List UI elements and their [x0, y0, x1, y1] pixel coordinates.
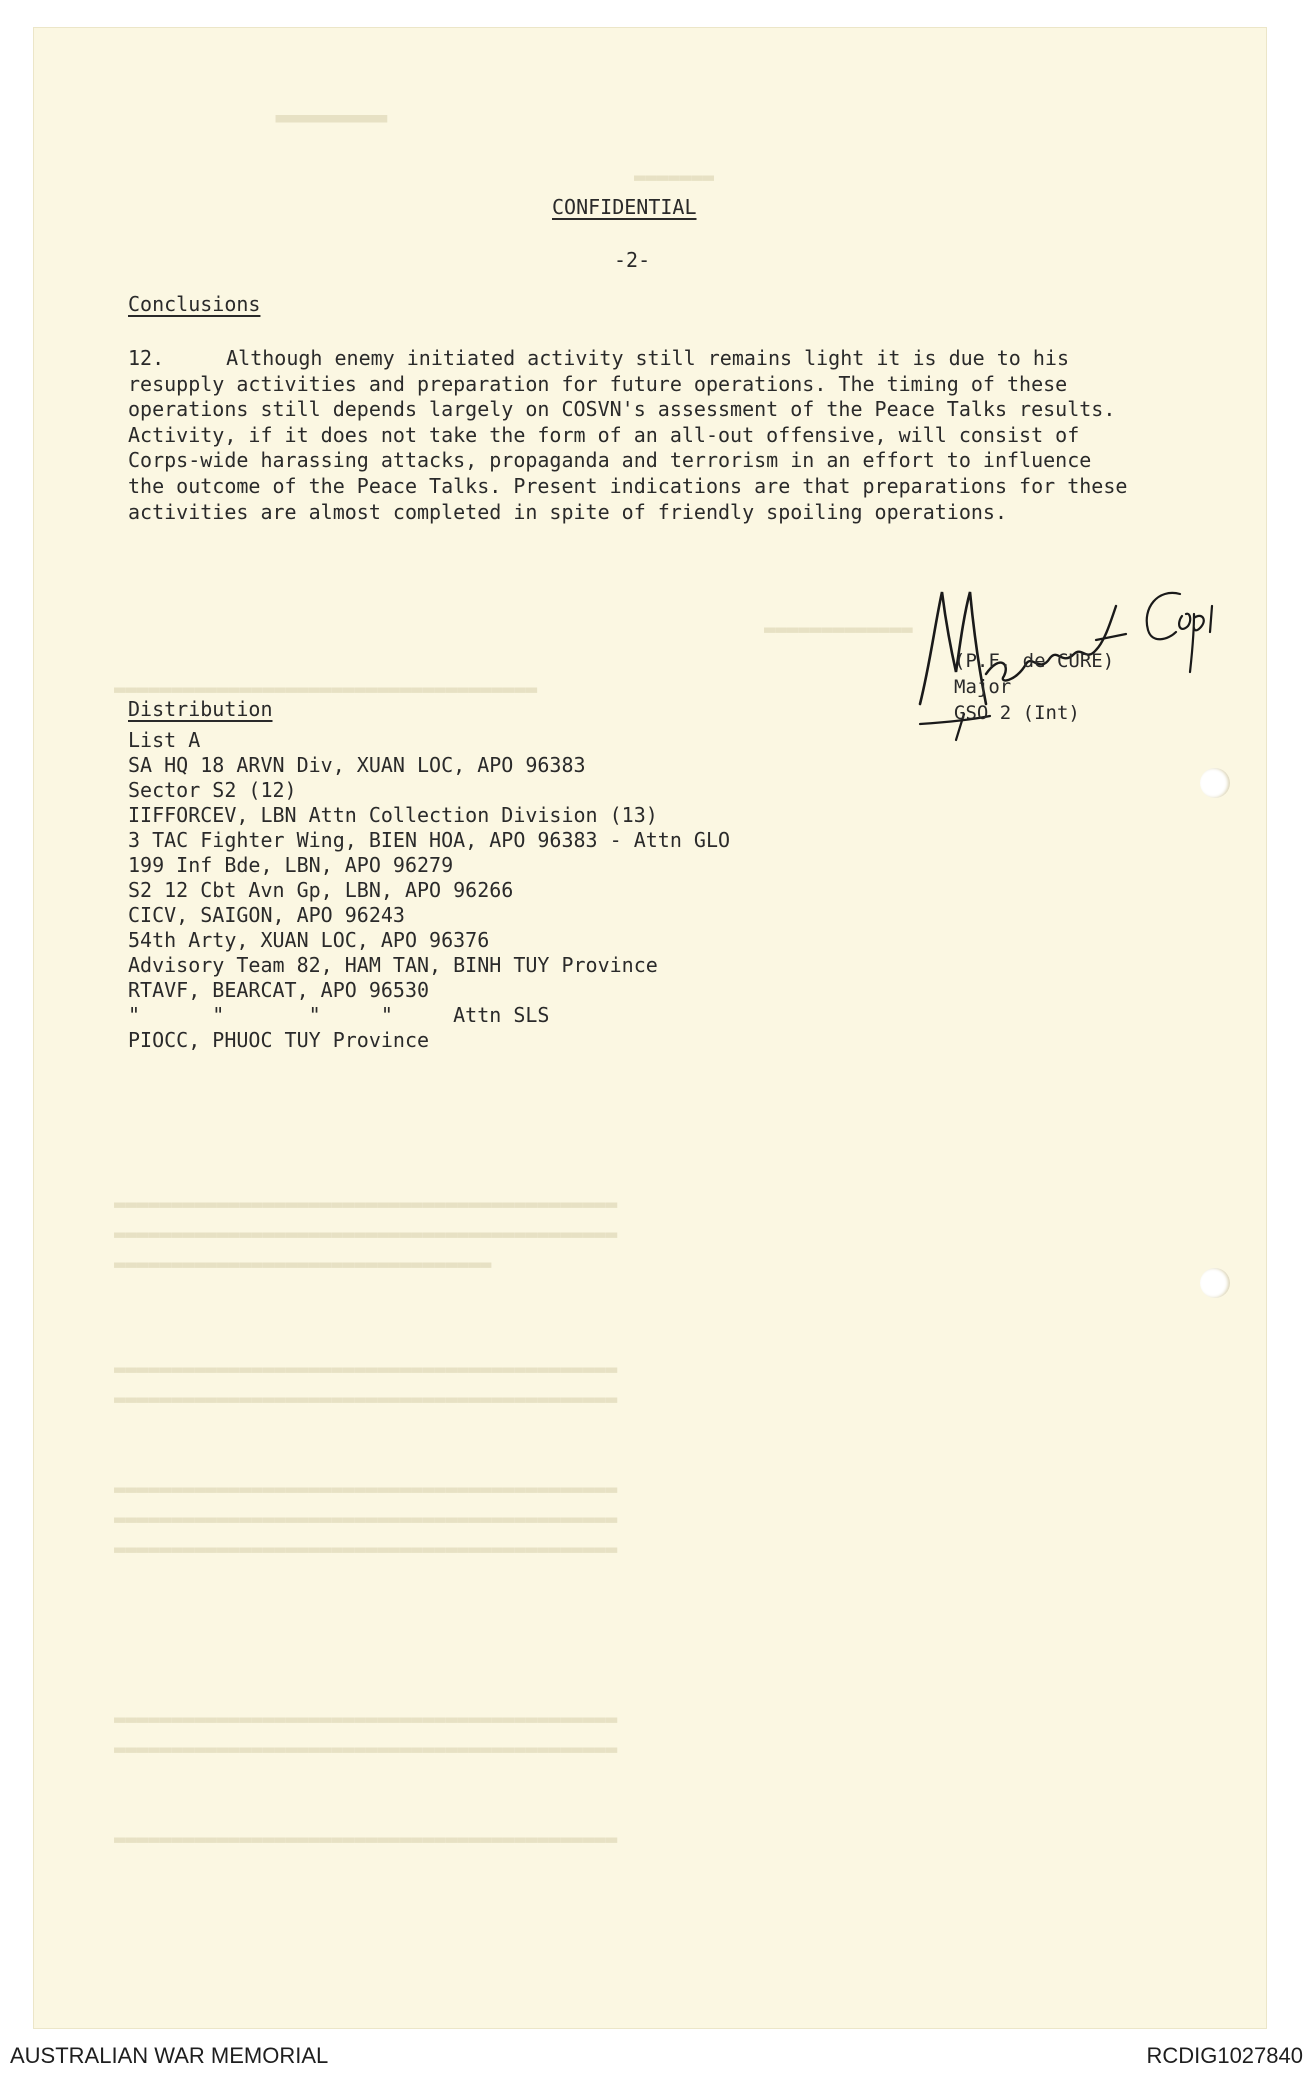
distribution-entry: List A	[128, 728, 201, 752]
distribution-entry: SA HQ 18 ARVN Div, XUAN LOC, APO 96383	[128, 753, 586, 777]
paragraph-line: 12. Although enemy initiated activity still remains light it is due to his	[128, 346, 1069, 370]
distribution-list	[128, 728, 730, 1053]
paragraph-line: Corps-wide harassing attacks, propaganda and terrorism in an effort to influence	[128, 448, 1092, 473]
paragraph-line: resupply activities and preparation for future operations. The timing of these	[128, 371, 1068, 396]
signature-block	[954, 648, 1114, 726]
paragraph-line: activities are almost completed in spite of friendly spoiling operations.	[128, 499, 1007, 524]
distribution-entry: CICV, SAIGON, APO 96243	[128, 903, 405, 927]
footer-record-id: RCDIG1027840	[1146, 2043, 1303, 2068]
footer-archive-name: AUSTRALIAN WAR MEMORIAL	[10, 2043, 329, 2068]
punch-hole-upper	[1200, 768, 1230, 798]
distribution-entry: PIOCC, PHUOC TUY Province	[128, 1028, 430, 1052]
distribution-entry: Sector S2 (12)	[128, 778, 297, 802]
paragraph-line: operations still depends largely on COSVN's assessment of the Peace Talks results.	[128, 397, 1116, 422]
page-number: -2-	[614, 248, 651, 272]
conclusions-paragraph	[128, 346, 1218, 525]
paragraph-line: the outcome of the Peace Talks. Present indications are that preparations for these	[128, 473, 1128, 498]
distribution-entry: " " " " Attn SLS	[128, 1003, 550, 1027]
paragraph-line: Activity, if it does not take the form of an all-out offensive, will consist of	[128, 422, 1080, 447]
distribution-entry: Advisory Team 82, HAM TAN, BINH TUY Province	[128, 953, 658, 977]
signatory-rank: Major	[954, 676, 1012, 698]
distribution-entry: S2 12 Cbt Avn Gp, LBN, APO 96266	[128, 878, 514, 902]
distribution-entry: 199 Inf Bde, LBN, APO 96279	[128, 853, 454, 877]
distribution-heading: Distribution	[128, 697, 273, 721]
classification-marking: CONFIDENTIAL	[552, 195, 697, 219]
distribution-entry: IIFFORCEV, LBN Attn Collection Division (13)	[128, 803, 658, 827]
paragraph-number: 12.	[128, 346, 165, 370]
punch-hole-lower	[1200, 1268, 1230, 1298]
document-page: ▔▔▔ ▬▬▬▬▬▬▬ ▬▬▬▬▬▬▬▬▬▬▬▬▬ ▬▬▬▬▬▬▬▬▬▬▬▬▬▬▬▬▬▬▬▬▬▬▬▬▬▬▬▬▬▬▬▬▬▬▬▬▬ ▬▬▬▬▬▬▬▬▬▬▬▬▬▬▬▬▬▬▬▬▬▬▬▬▬▬▬▬▬▬▬▬▬▬▬▬▬▬▬▬▬▬▬▬ ▬▬▬▬▬▬▬▬▬▬▬▬▬▬▬▬▬▬▬▬▬▬▬▬▬▬▬▬▬▬▬▬▬▬▬▬▬▬▬▬▬▬▬▬ ▬▬▬▬▬▬▬▬▬▬▬▬▬▬▬▬▬▬▬▬▬▬▬▬▬▬▬▬▬▬▬▬▬ ▬▬▬▬▬▬▬▬▬▬▬▬▬▬▬▬▬▬▬▬▬▬▬▬▬▬▬▬▬▬▬▬▬▬▬▬▬▬▬▬▬▬▬▬ ▬▬▬▬▬▬▬▬▬▬▬▬▬▬▬▬▬▬▬▬▬▬▬▬▬▬▬▬▬▬▬▬▬▬▬▬▬▬▬▬▬▬▬▬ ▬▬▬▬▬▬▬▬▬▬▬▬▬▬▬▬▬▬▬▬▬▬▬▬▬▬▬▬▬▬▬▬▬▬▬▬▬▬▬▬▬▬▬▬ ▬▬▬▬▬▬▬▬▬▬▬▬▬▬▬▬▬▬▬▬▬▬▬▬▬▬▬▬▬▬▬▬▬▬▬▬▬▬▬▬▬▬▬▬ ▬▬▬▬▬▬▬▬▬▬▬▬▬▬▬▬▬▬▬▬▬▬▬▬▬▬▬▬▬▬▬▬▬▬▬▬▬▬▬▬▬▬▬▬ ▬▬▬▬▬▬▬▬▬▬▬▬▬▬▬▬▬▬▬▬▬▬▬▬▬▬▬▬▬▬▬▬▬▬▬▬▬▬▬▬▬▬▬▬ ▬▬▬▬▬▬▬▬▬▬▬▬▬▬▬▬▬▬▬▬▬▬▬▬▬▬▬▬▬▬▬▬▬▬▬▬▬▬▬▬▬▬▬▬ ▬▬▬▬▬▬▬▬▬▬▬▬▬▬▬▬▬▬▬▬▬▬▬▬▬▬▬▬▬▬▬▬▬▬▬▬▬▬▬▬▬▬▬▬ CONFIDENTIAL -2- Conclusions 12. Although enemy initiated activity still remains light it is due to his resupply activities and preparation for future operations. The timing of these operations still depends largely on COSVN's assessment of the Peace Talks results. Activity, if it does not take the form of an all-out offensive, will consist of Corps-wide harassing attacks, propaganda and terrorism in an effort to influence the outcome of the Peace Talks. Present indications are that preparations for these activities are almost completed in spite of friendly spoiling operations. (P.F. de CURE) Major GSO 2 (Int) Distribution List A SA HQ 18 ARVN Div, XUAN LOC, APO 96383 Sector S2 (12) IIFFORCEV, LBN Attn Collection Division (13) 3 TAC Fighter Wing, BIEN HOA, APO 96383 - Attn GLO 199 Inf Bde, LBN, APO 96279 S2 12 Cbt Avn Gp, LBN, APO 96266 CICV, SAIGON, APO 96243 54th Arty, XUAN LOC, APO 96376 Advisory Team 82, HAM TAN, BINH TUY Province RTAVF, BEARCAT, APO 96530 " " " " Attn SLS PIOCC, PHUOC TUY Province	[34, 28, 1266, 2028]
distribution-entry: RTAVF, BEARCAT, APO 96530	[128, 978, 430, 1002]
signatory-position: GSO 2 (Int)	[954, 702, 1080, 724]
distribution-entry: 54th Arty, XUAN LOC, APO 96376	[128, 928, 490, 952]
distribution-entry: 3 TAC Fighter Wing, BIEN HOA, APO 96383 - Attn GLO	[128, 828, 731, 852]
signatory-name: (P.F. de CURE)	[954, 650, 1115, 672]
conclusions-heading: Conclusions	[128, 292, 261, 316]
